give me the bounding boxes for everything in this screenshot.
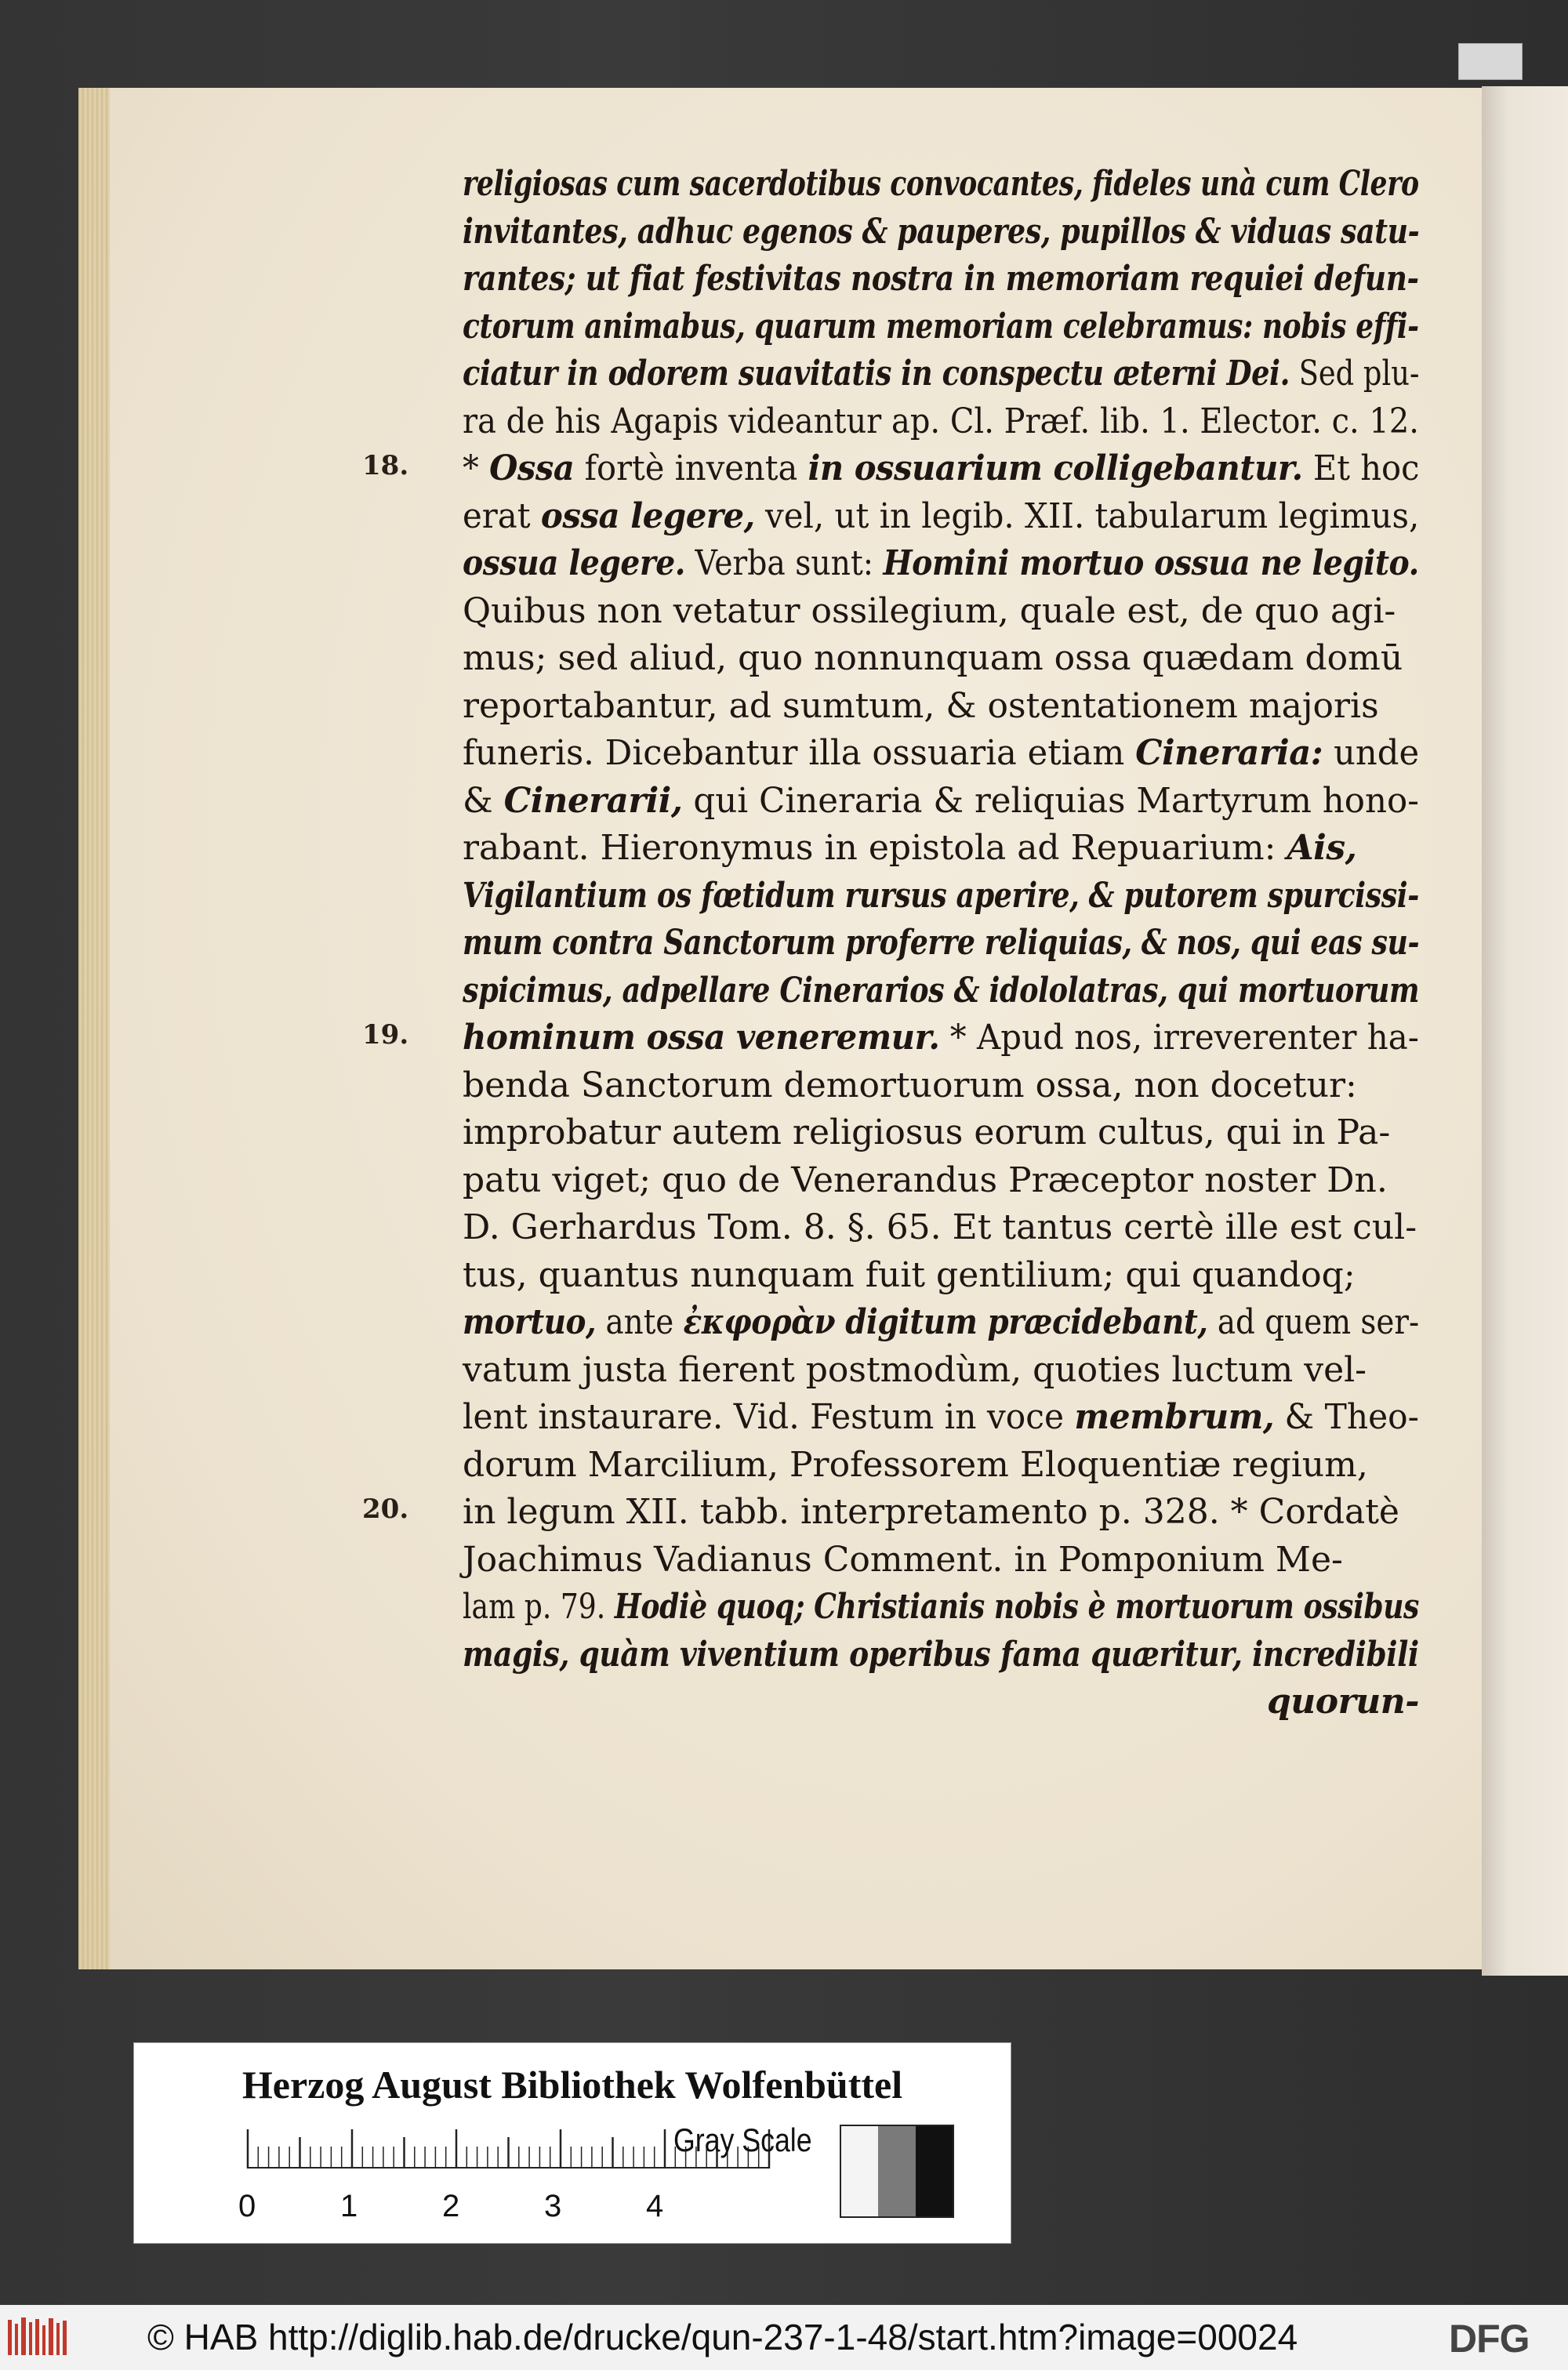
roman-text: in legum XII. tabb. interpretamento p. 328. * Cordatè [463,1492,1399,1532]
text-line [463,350,1420,398]
text-line [463,161,1419,209]
text-line [463,540,1419,588]
text-line [463,398,1419,446]
text-line [463,967,1420,1015]
italic-text: magis, quàm viventium operibus fama quæritur, incredibili [463,1634,1419,1675]
text-line [463,920,1420,967]
roman-text: ra de his Agapis videantur ap. Cl. Præf. lib. 1. Elector. c. 12. [463,401,1419,441]
roman-text: funeris. Dicebantur illa ossuaria etiam [463,733,1136,773]
italic-text: Cineraria: [1135,733,1323,773]
roman-text: * Apud nos, irreverenter ha- [939,1018,1419,1058]
text-line [463,825,1419,873]
text-line [463,445,1420,493]
text-line [463,683,1419,731]
text-line [463,1299,1420,1347]
text-line [463,1584,1419,1631]
text-line [463,1252,1419,1300]
margin-note-number: 18. [362,450,409,481]
roman-text: ante [596,1302,684,1342]
scale-number: 0 [238,2189,256,2223]
page-text [463,161,1419,1726]
roman-text: Quibus non vetatur ossilegium, quale est, de quo agi- [463,590,1396,631]
gray-swatch [841,2126,878,2216]
roman-text: mus; sed aliud, quo nonnunquam ossa quædam domū [463,638,1403,678]
text-line [463,1489,1419,1537]
italic-text: mum contra Sanctorum proferre reliquias, & nos, qui eas su- [463,923,1420,963]
adjacent-page [1482,86,1568,1976]
italic-text: religiosas cum sacerdotibus convocantes, fideles unà cum Clero [463,164,1419,204]
italic-text: rantes; ut fiat festivitas nostra in memoriam requiei defun- [463,259,1419,299]
roman-text: benda Sanctorum demortuorum ossa, non docetur: [463,1065,1357,1105]
roman-text: D. Gerhardus Tom. 8. §. 65. Et tantus certè ille est cul- [463,1207,1417,1247]
italic-text: membrum, [1074,1397,1275,1437]
roman-text: lent instaurare. Vid. Festum in voce [463,1397,1075,1437]
roman-text: qui Cineraria & reliquias Martyrum hono- [682,780,1419,821]
text-line [463,256,1419,303]
italic-text: ossua legere. [463,543,685,583]
text-line [463,635,1419,683]
roman-text: ad quem ser- [1207,1302,1420,1342]
italic-text: hominum ossa veneremur. [463,1018,940,1058]
scale-number: 2 [442,2189,460,2223]
roman-text: Et hoc [1302,448,1420,488]
italic-text: ctorum animabus, quarum memoriam celebramus: nobis effi- [463,306,1419,347]
text-line [463,778,1419,826]
text-line [463,303,1419,351]
text-line [463,1631,1419,1679]
margin-note-number: 20. [362,1493,409,1525]
text-line [463,1062,1419,1110]
page-clip [1458,43,1523,80]
text-line [463,1442,1419,1490]
gray-swatch [916,2126,953,2216]
italic-text: invitantes, adhuc egenos & pauperes, pupillos & viduas satu- [463,211,1420,252]
roman-text: unde [1323,733,1420,773]
roman-text: & [463,780,504,821]
italic-text: Cinerarii, [503,780,683,821]
italic-text: ἐκφορὰν digitum præcidebant, [683,1302,1208,1342]
roman-text: Verba sunt: [684,543,884,583]
italic-text: ciatur in odorem suavitatis in conspectu æterni Dei. [463,354,1290,394]
italic-text: Homini mortuo ossua ne legito. [883,543,1419,583]
roman-text: & Theo- [1274,1397,1419,1437]
roman-text: patu viget; quo de Venerandus Præceptor noster Dn. [463,1160,1388,1200]
roman-text: tus, quantus nunquam fuit gentilium; qui quandoq; [463,1254,1356,1295]
roman-text: Joachimus Vadianus Comment. in Pomponium Me- [463,1539,1343,1580]
text-line [463,1537,1419,1584]
dfg-logo: DFG [1449,2317,1530,2361]
roman-text: fortè inventa [574,448,808,488]
text-line [463,1109,1419,1157]
library-logo-icon [6,2316,69,2359]
footer-bar [0,2305,1568,2370]
text-line [463,1394,1419,1442]
roman-text: lam p. 79. [463,1587,615,1627]
gray-swatches [840,2125,954,2218]
text-line [463,209,1420,256]
text-line [463,1204,1419,1252]
roman-text: vatum justa fierent postmodùm, quoties luctum vel- [463,1349,1367,1390]
italic-text: Vigilantium os fœtidum rursus aperire, & putorem spurcissi- [463,875,1419,916]
roman-text: dorum Marcilium, Professorem Eloquentiæ regium, [463,1444,1368,1485]
card-title: Herzog August Bibliothek Wolfenbüttel [241,2063,903,2107]
roman-text: improbatur autem religiosus eorum cultus, qui in Pa- [463,1112,1391,1152]
gray-swatch [878,2126,915,2216]
text-line [463,1157,1419,1205]
margin-note-number: 19. [362,1019,409,1051]
text-line [463,493,1420,541]
roman-text: rabant. Hieronymus in epistola ad Repuarium: [463,828,1287,868]
roman-text: Sed plu- [1290,354,1420,394]
text-line [463,1014,1419,1062]
gray-scale-label: Gray Scale [673,2121,812,2158]
scale-number: 1 [340,2189,358,2223]
italic-text: Hodiè quoq; Christianis nobis è mortuorum ossibus [614,1587,1419,1627]
italic-text: mortuo, [463,1302,597,1342]
text-line [463,730,1420,778]
source-url[interactable]: © HAB http://diglib.hab.de/drucke/qun-237-1-48/start.htm?image=00024 [147,2317,1298,2357]
text-line [463,588,1419,636]
catchword: quorun- [1266,1682,1419,1722]
roman-text: erat [463,495,541,536]
roman-text: vel, ut in legib. XII. tabularum legimus, [754,495,1420,536]
italic-text: in ossuarium colligebantur. [808,448,1303,488]
scale-number: 3 [544,2189,562,2223]
italic-text: spicimus, adpellare Cinerarios & idololatras, qui mortuorum [463,970,1420,1011]
text-line [463,1347,1419,1395]
scale-number: 4 [646,2189,664,2223]
roman-text: reportabantur, ad sumtum, & ostentationem majoris [463,685,1379,726]
italic-text: Ossa [489,448,575,488]
italic-text: Ais, [1287,828,1357,868]
color-calibration-card [133,2042,1011,2244]
roman-text: * [463,448,490,488]
italic-text: ossa legere, [540,495,755,536]
text-line [463,873,1419,920]
page-edges [78,88,110,1969]
